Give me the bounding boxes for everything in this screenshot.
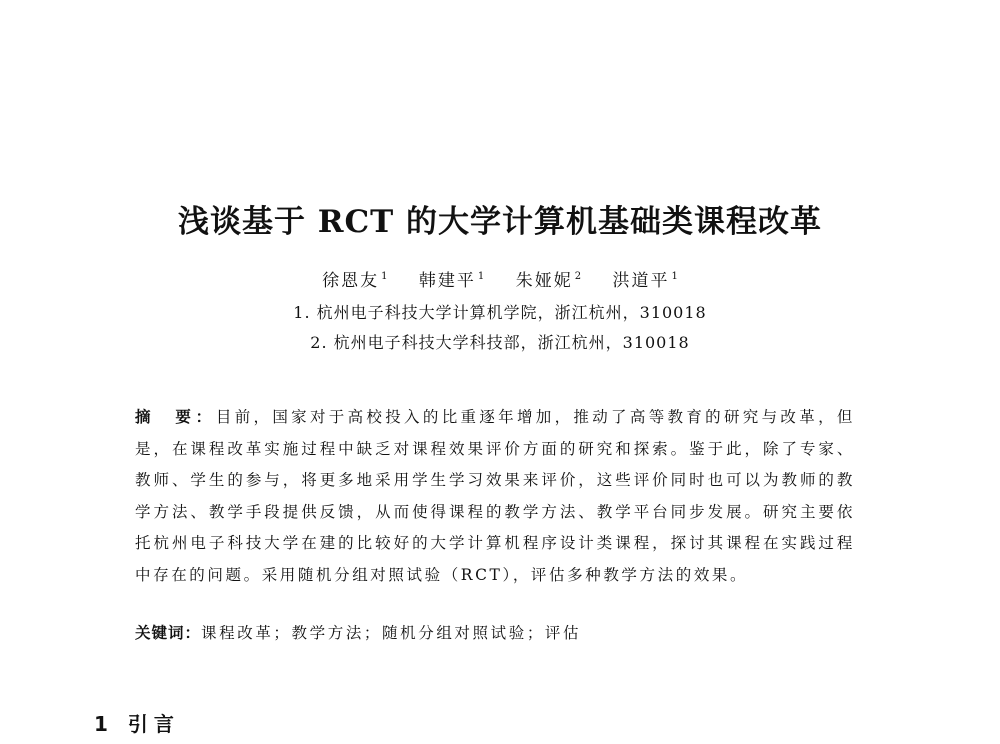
author-list — [0, 266, 1000, 291]
affiliation-2: 2. 杭州电子科技大学科技部，浙江杭州，310018 — [310, 333, 690, 352]
author — [612, 266, 677, 291]
author-name: 洪道平 — [612, 271, 670, 291]
section-heading — [94, 708, 180, 737]
section-title: 引言 — [127, 712, 180, 736]
author — [516, 266, 581, 291]
author — [322, 266, 387, 291]
author-affiliation-mark: 2 — [574, 271, 582, 283]
keywords-text: 课程改革；教学方法；随机分组对照试验；评估 — [201, 624, 582, 642]
author-name: 韩建平 — [418, 271, 476, 291]
author-affiliation-mark: 1 — [671, 271, 678, 283]
abstract — [135, 402, 855, 591]
abstract-label: 摘 要： — [135, 408, 216, 426]
keywords-label: 关键词： — [135, 624, 202, 642]
author — [419, 266, 484, 291]
author-name: 徐恩友 — [322, 271, 380, 291]
author-name: 朱娅妮 — [515, 271, 573, 291]
abstract-text: 目前，国家对于高校投入的比重逐年增加，推动了高等教育的研究与改革，但是，在课程改革实施过程中缺乏对课程效果评价方面的研究和探索。鉴于此，除了专家、教师、学生的参与，将更多地采用学生学习效果来评价，这些评价同时也可以为教师的教学方法、教学手段提供反馈，从而使得课程的教学方法、教学平台同步发展。研究主要依托杭州电子科技大学在建的比较好的大学计算机程序设计类课程，探讨其课程在实践过程中存在的问题。采用随机分组对照试验（RCT），评估多种教学方法的效果。 — [135, 408, 855, 584]
affiliation-1: 1. 杭州电子科技大学计算机学院，浙江杭州，310018 — [293, 303, 707, 322]
author-affiliation-mark: 1 — [381, 271, 388, 283]
author-affiliation-mark: 1 — [477, 271, 485, 283]
paper-title: 浅谈基于 RCT 的大学计算机基础类课程改革 — [177, 204, 823, 240]
keywords — [135, 621, 855, 643]
section-number: 1 — [94, 712, 114, 736]
